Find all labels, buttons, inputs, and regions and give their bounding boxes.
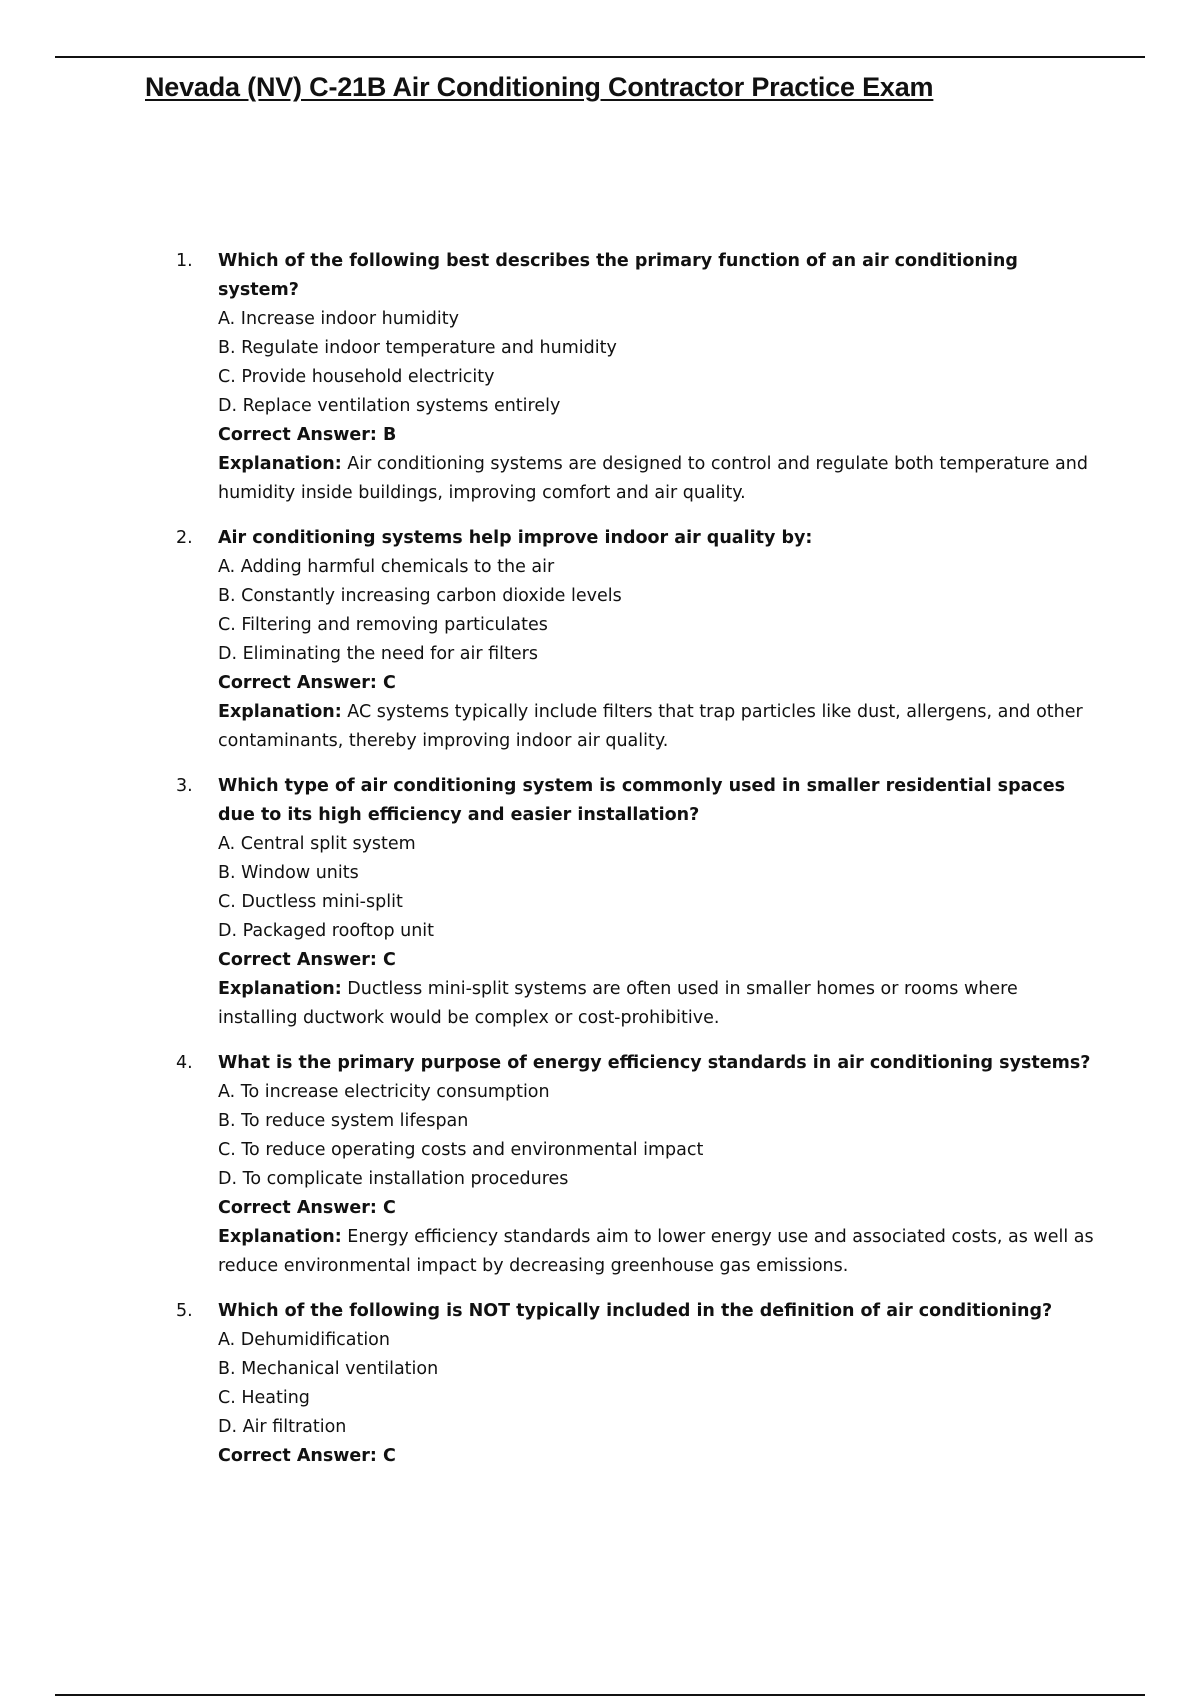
option-c: C. Ductless mini-split bbox=[218, 892, 403, 912]
question-1 bbox=[176, 247, 1096, 508]
option-b: B. Constantly increasing carbon dioxide levels bbox=[218, 586, 622, 606]
correct-answer-label: Correct Answer: bbox=[218, 1446, 377, 1466]
option-c: C. Filtering and removing particulates bbox=[218, 615, 548, 635]
correct-answer bbox=[218, 421, 1096, 450]
option-d: D. To complicate installation procedures bbox=[218, 1169, 569, 1189]
question-text: Air conditioning systems help improve indoor air quality by: bbox=[218, 528, 813, 548]
correct-answer-value: C bbox=[383, 950, 396, 970]
correct-answer-value: C bbox=[383, 1446, 396, 1466]
bottom-rule bbox=[55, 1694, 1145, 1696]
question-number: 2. bbox=[176, 528, 193, 548]
question-4 bbox=[176, 1049, 1096, 1281]
page-title: Nevada (NV) C-21B Air Conditioning Contractor Practice Exam bbox=[145, 72, 934, 102]
question-number: 3. bbox=[176, 776, 193, 796]
option-b: B. Regulate indoor temperature and humidity bbox=[218, 338, 617, 358]
option-d: D. Eliminating the need for air filters bbox=[218, 644, 538, 664]
option-c: C. To reduce operating costs and environmental impact bbox=[218, 1140, 704, 1160]
option-d: D. Packaged rooftop unit bbox=[218, 921, 435, 941]
correct-answer bbox=[218, 1194, 1096, 1223]
correct-answer-value: C bbox=[383, 673, 396, 693]
explanation-text: Air conditioning systems are designed to control and regulate both temperature and humidity inside buildings, improving comfort and air quality. bbox=[218, 454, 1088, 503]
correct-answer-value: B bbox=[383, 425, 397, 445]
explanation-label: Explanation: bbox=[218, 454, 342, 474]
correct-answer bbox=[218, 946, 1096, 975]
option-c: C. Heating bbox=[218, 1388, 310, 1408]
question-body bbox=[218, 1049, 1096, 1281]
explanation bbox=[218, 975, 1096, 1033]
explanation bbox=[218, 450, 1096, 508]
correct-answer-label: Correct Answer: bbox=[218, 1198, 377, 1218]
question-body bbox=[218, 247, 1096, 508]
question-2 bbox=[176, 524, 1096, 756]
explanation bbox=[218, 1223, 1096, 1281]
option-a: A. Dehumidification bbox=[218, 1330, 390, 1350]
correct-answer-label: Correct Answer: bbox=[218, 673, 377, 693]
option-d: D. Replace ventilation systems entirely bbox=[218, 396, 561, 416]
option-c: C. Provide household electricity bbox=[218, 367, 495, 387]
question-number: 5. bbox=[176, 1301, 193, 1321]
question-body bbox=[218, 1297, 1096, 1471]
explanation-text: Ductless mini-split systems are often used in smaller homes or rooms where installing ductwork would be complex or cost-prohibitive. bbox=[218, 979, 1018, 1028]
question-number: 4. bbox=[176, 1053, 193, 1073]
explanation-label: Explanation: bbox=[218, 702, 342, 722]
option-b: B. To reduce system lifespan bbox=[218, 1111, 469, 1131]
correct-answer-label: Correct Answer: bbox=[218, 425, 377, 445]
question-5 bbox=[176, 1297, 1096, 1471]
option-a: A. Central split system bbox=[218, 834, 416, 854]
option-a: A. To increase electricity consumption bbox=[218, 1082, 550, 1102]
option-a: A. Increase indoor humidity bbox=[218, 309, 459, 329]
question-body bbox=[218, 772, 1096, 1033]
correct-answer-label: Correct Answer: bbox=[218, 950, 377, 970]
question-3 bbox=[176, 772, 1096, 1033]
question-text: Which type of air conditioning system is commonly used in smaller residential spaces due to its high efficiency and easier installation? bbox=[218, 776, 1066, 825]
question-text: Which of the following best describes the primary function of an air conditioning system? bbox=[218, 251, 1018, 300]
question-number: 1. bbox=[176, 251, 193, 271]
question-list bbox=[176, 247, 1096, 1487]
explanation-label: Explanation: bbox=[218, 979, 342, 999]
explanation-text: AC systems typically include filters that trap particles like dust, allergens, and other contaminants, thereby improving indoor air quality. bbox=[218, 702, 1083, 751]
correct-answer-value: C bbox=[383, 1198, 396, 1218]
question-text: What is the primary purpose of energy efficiency standards in air conditioning systems? bbox=[218, 1053, 1091, 1073]
correct-answer bbox=[218, 669, 1096, 698]
option-b: B. Window units bbox=[218, 863, 359, 883]
question-text: Which of the following is NOT typically included in the definition of air conditioning? bbox=[218, 1301, 1053, 1321]
question-body bbox=[218, 524, 1096, 756]
correct-answer bbox=[218, 1442, 1096, 1471]
option-d: D. Air filtration bbox=[218, 1417, 347, 1437]
top-rule bbox=[55, 56, 1145, 58]
explanation bbox=[218, 698, 1096, 756]
option-a: A. Adding harmful chemicals to the air bbox=[218, 557, 555, 577]
explanation-label: Explanation: bbox=[218, 1227, 342, 1247]
option-b: B. Mechanical ventilation bbox=[218, 1359, 439, 1379]
explanation-text: Energy efficiency standards aim to lower energy use and associated costs, as well as reduce environmental impact by decreasing greenhouse gas emissions. bbox=[218, 1227, 1094, 1276]
